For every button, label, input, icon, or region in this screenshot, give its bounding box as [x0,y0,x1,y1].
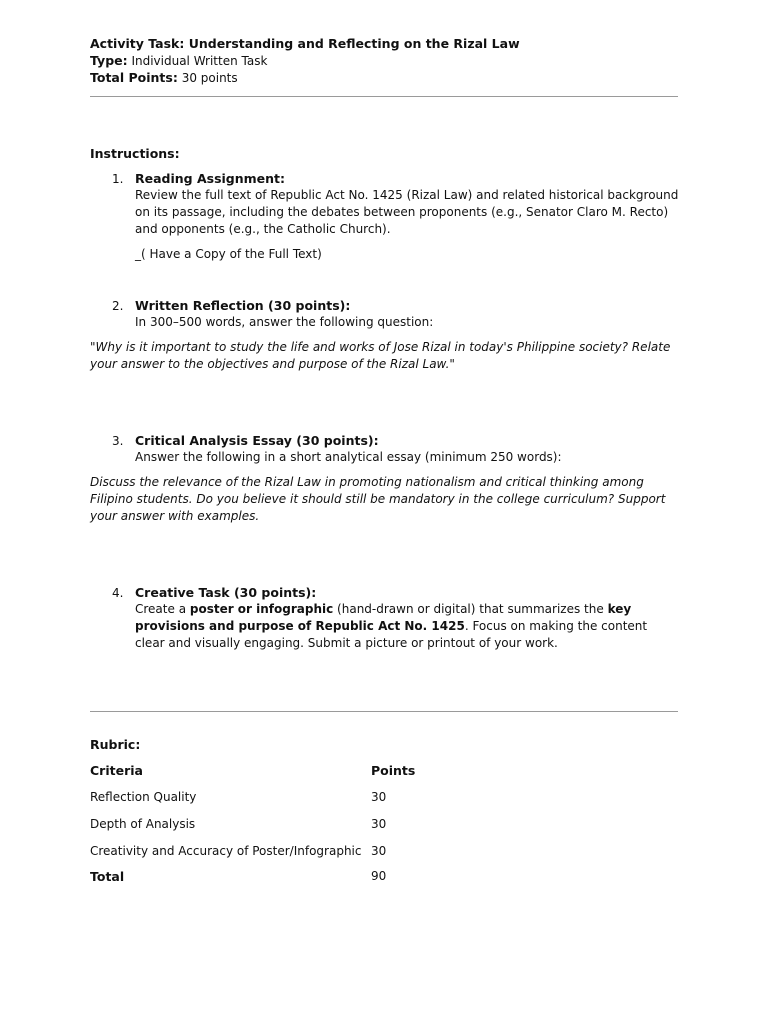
rubric-criteria: Depth of Analysis [90,817,196,831]
type-label: Type: [90,53,128,68]
instructions-heading: Instructions: [90,146,180,161]
rubric-points: 30 [371,817,387,831]
total-points-line [90,69,238,87]
rubric-criteria: Reflection Quality [90,790,197,804]
item-2-prompt: "Why is it important to study the life and works of Jose Rizal in today's Philippine society? Relate your answer to the objectives and purpose of the Rizal Law." [90,340,671,371]
item-4-body-mid: (hand-drawn or digital) that summarizes the [333,602,608,616]
item-1-heading: Reading Assignment: [135,171,286,186]
rubric-heading: Rubric: [90,737,141,752]
item-3-heading: Critical Analysis Essay (30 points): [135,433,379,448]
rubric-points: 30 [371,844,387,858]
document-title: Activity Task: Understanding and Reflecting on the Rizal Law [90,36,520,51]
rubric-col-criteria: Criteria [90,763,143,778]
item-3-body: Answer the following in a short analytical essay (minimum 250 words): [135,450,562,464]
rubric-total-points: 90 [371,869,387,883]
item-1-number: 1. [112,172,124,186]
rubric-criteria: Creativity and Accuracy of Poster/Infographic [90,844,362,858]
item-2-heading: Written Reflection (30 points): [135,298,351,313]
divider-top [90,96,678,97]
total-points-value: 30 points [181,71,238,85]
item-3-number: 3. [112,434,124,448]
item-1-body: Review the full text of Republic Act No. 1425 (Rizal Law) and related historical background on its passage, including the debates between proponents (e.g., Senator Claro M. Recto) and opponents (e.g., the Catholic Church). [135,188,679,236]
item-4-body-post: . Focus on making the content clear and visually engaging. Submit a picture or printout of your work. [135,619,648,650]
item-4-heading: Creative Task (30 points): [135,585,317,600]
divider-bottom [90,711,678,712]
rubric-total-label: Total [90,869,125,884]
item-4-body-bold-1: poster or infographic [189,602,334,616]
item-1-note: _( Have a Copy of the Full Text) [135,247,322,261]
item-2-number: 2. [112,299,124,313]
rubric-col-points: Points [371,763,416,778]
type-value: Individual Written Task [131,54,268,68]
type-line [90,52,267,70]
item-4-body-bold-2: key provisions and purpose of Republic Act No. 1425 [135,602,632,633]
item-4-body-pre: Create a [135,602,190,616]
total-points-label: Total Points: [90,70,178,85]
item-4-body [135,601,680,652]
item-3-prompt: Discuss the relevance of the Rizal Law in promoting nationalism and critical thinking among Filipino students. Do you believe it should still be mandatory in the college curriculum? Support your answer with examples. [90,475,666,523]
rubric-points: 30 [371,790,387,804]
item-2-body: In 300–500 words, answer the following question: [135,315,434,329]
item-4-number: 4. [112,586,124,600]
